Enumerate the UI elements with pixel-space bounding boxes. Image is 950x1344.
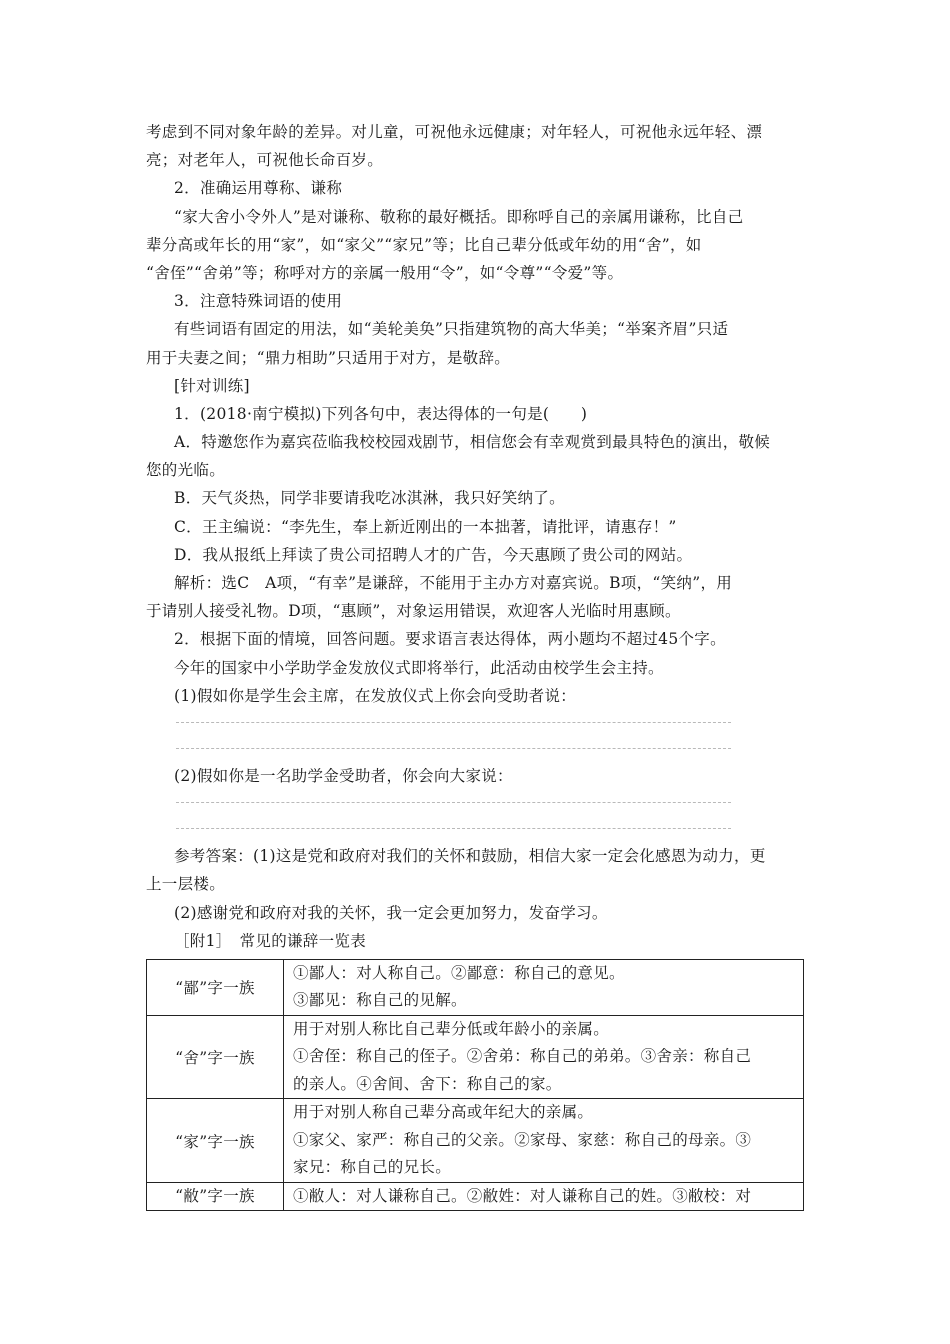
table-row	[147, 1183, 803, 1211]
reference-answer-cont: 上一层楼。	[146, 875, 226, 894]
paragraph-line: 用于夫妻之间；“鼎力相助”只适用于对方，是敬辞。	[146, 348, 511, 367]
answer-blank	[146, 790, 806, 816]
table-family-cell: “家”字一族	[147, 1099, 284, 1182]
paragraph-line: 考虑到不同对象年龄的差异。对儿童，可祝他永远健康；对年轻人，可祝他永远年轻、漂	[146, 123, 763, 141]
table-content-cell	[284, 1016, 803, 1099]
analysis-cont: 于请别人接受礼物。D项，“惠顾”，对象运用错误，欢迎客人光临时用惠顾。	[146, 602, 681, 621]
appendix-title: ［附1］ 常见的谦辞一览表	[174, 931, 367, 950]
table-line: ①敝人：对人谦称自己。②敝姓：对人谦称自己的姓。③敝校：对	[293, 1186, 752, 1205]
table-content-cell	[284, 1099, 803, 1182]
reference-answer: 参考答案：(1)这是党和政府对我们的关怀和鼓励，相信大家一定会化感恩为动力，更	[174, 847, 766, 866]
section-heading: 3．注意特殊词语的使用	[174, 292, 343, 311]
option-a: A．特邀您作为嘉宾莅临我校校园戏剧节，相信您会有幸观赏到最具特色的演出，敬候	[174, 433, 771, 452]
table-line: 用于对别人称比自己辈分低或年龄小的亲属。	[293, 1019, 610, 1038]
table-line: 的亲人。④舍间、舍下：称自己的家。	[293, 1074, 562, 1093]
question-2-part-2: (2)假如你是一名助学金受助者，你会向大家说：	[174, 766, 513, 785]
question-2-part-1: (1)假如你是学生会主席，在发放仪式上你会向受助者说：	[174, 686, 577, 705]
answer-blank	[146, 816, 806, 842]
table-family-cell: “鄙”字一族	[147, 960, 284, 1015]
answer-blank	[146, 710, 806, 736]
training-heading: [针对训练]	[174, 376, 250, 395]
table-line: ①舍侄：称自己的侄子。②舍弟：称自己的弟弟。③舍亲：称自己	[293, 1047, 752, 1066]
table-content-cell	[284, 960, 803, 1015]
paragraph-line: 亮；对老年人，可祝他长命百岁。	[146, 151, 384, 170]
table-row	[147, 960, 803, 1016]
answer-blank	[146, 736, 806, 762]
question-2-context: 今年的国家中小学助学金发放仪式即将举行，此活动由校学生会主持。	[174, 658, 664, 677]
question-1: 1．(2018·南宁模拟)下列各句中，表达得体的一句是( )	[174, 404, 588, 423]
paragraph-line: 有些词语有固定的用法，如“美轮美奂”只指建筑物的高大华美；“举案齐眉”只适	[174, 320, 729, 339]
table-content-cell	[284, 1183, 803, 1211]
section-heading: 2．准确运用尊称、谦称	[174, 179, 343, 198]
question-2: 2．根据下面的情境，回答问题。要求语言表达得体，两小题均不超过45个字。	[174, 630, 726, 649]
table-line: ①鄙人：对人称自己。②鄙意：称自己的意见。	[293, 963, 625, 982]
table-line: ③鄙见：称自己的见解。	[293, 991, 467, 1010]
table-family-cell: “敝”字一族	[147, 1183, 284, 1211]
paragraph-line: “舍侄”“舍弟”等；称呼对方的亲属一般用“令”，如“令尊”“令爱”等。	[146, 263, 624, 282]
paragraph-line: “家大舍小令外人”是对谦称、敬称的最好概括。即称呼自己的亲属用谦称，比自己	[174, 207, 744, 226]
table-row	[147, 1099, 803, 1183]
paragraph-line: 辈分高或年长的用“家”，如“家父”“家兄”等；比自己辈分低或年幼的用“舍”，如	[146, 235, 702, 254]
table-line: 用于对别人称自己辈分高或年纪大的亲属。	[293, 1103, 594, 1122]
option-d: D．我从报纸上拜读了贵公司招聘人才的广告，今天惠顾了贵公司的网站。	[174, 545, 693, 564]
table-family-cell: “舍”字一族	[147, 1016, 284, 1099]
option-c: C．王主编说：“李先生，奉上新近刚出的一本拙著，请批评，请惠存！”	[174, 517, 677, 536]
humble-terms-table	[146, 959, 804, 1212]
table-line: 家兄：称自己的兄长。	[293, 1158, 452, 1177]
option-a-cont: 您的光临。	[146, 461, 226, 480]
analysis: 解析：选C A项，“有幸”是谦辞，不能用于主办方对嘉宾说。B项，“笑纳”，用	[174, 574, 733, 592]
reference-answer-2: (2)感谢党和政府对我的关怀，我一定会更加努力，发奋学习。	[174, 903, 608, 922]
table-row	[147, 1016, 803, 1100]
table-line: ①家父、家严：称自己的父亲。②家母、家慈：称自己的母亲。③	[293, 1130, 752, 1149]
option-b: B．天气炎热，同学非要请我吃冰淇淋，我只好笑纳了。	[174, 489, 565, 508]
document-page	[146, 118, 806, 1211]
